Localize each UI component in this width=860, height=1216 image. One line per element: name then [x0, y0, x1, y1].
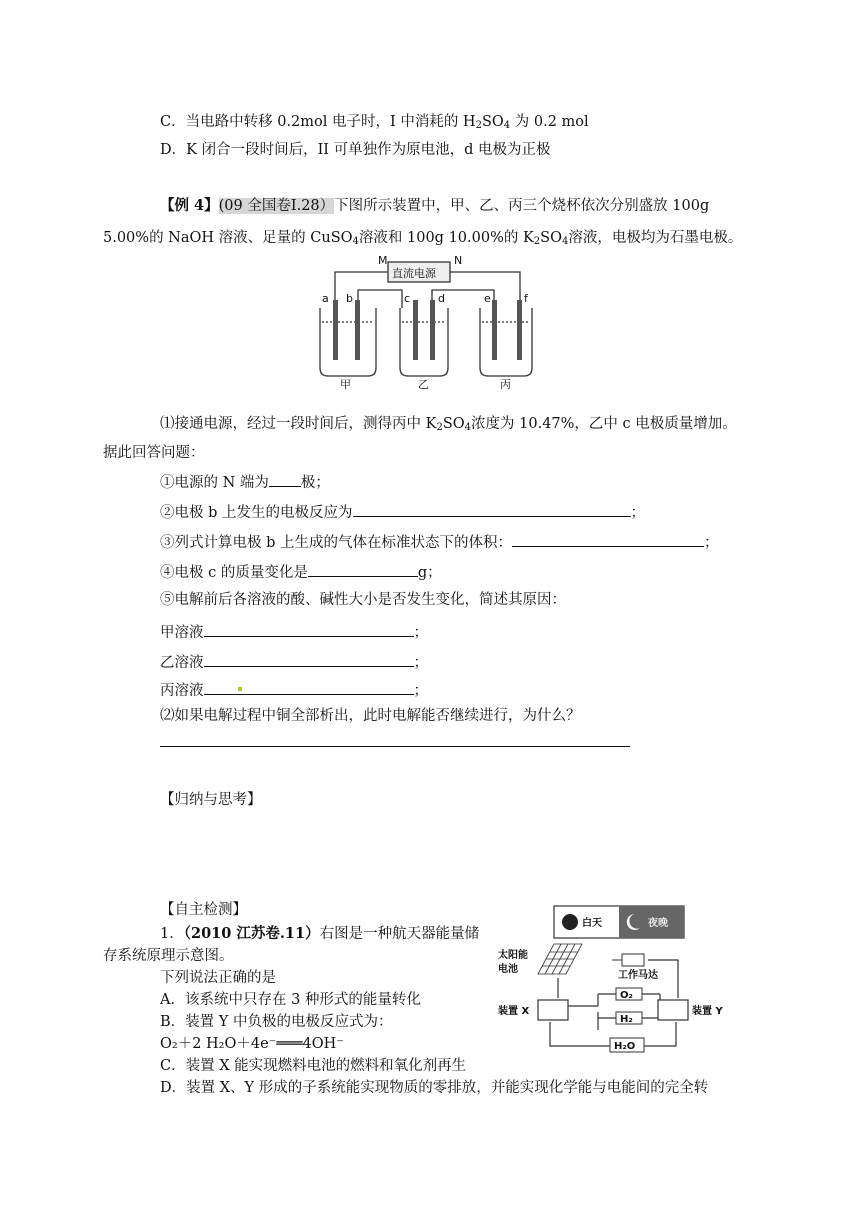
summary-heading: 【归纳与思考】	[160, 792, 262, 808]
device-x	[538, 1000, 568, 1020]
svg-text:工作马达: 工作马达	[618, 970, 658, 981]
svg-text:甲: 甲	[340, 378, 351, 390]
svg-text:c: c	[404, 292, 411, 305]
q1-item2: ②电极 b 上发生的电极反应为 ；	[160, 500, 645, 523]
yi-solution: 乙溶液 ；	[160, 650, 428, 673]
svg-text:N: N	[454, 254, 463, 267]
answer-blank-1[interactable]	[269, 470, 301, 487]
svg-text:e: e	[484, 292, 491, 305]
answer-blank-4[interactable]	[308, 560, 418, 577]
device-y	[658, 1000, 688, 1020]
svg-text:装置 Y: 装置 Y	[692, 1006, 723, 1017]
sun-icon	[562, 914, 578, 930]
sc-option-a: A．该系统中只存在 3 种形式的能量转化	[160, 992, 421, 1008]
sc-q1-line2: 存系统原理示意图。	[103, 948, 234, 964]
svg-text:太阳能: 太阳能	[498, 950, 528, 961]
svg-text:H₂: H₂	[620, 1014, 633, 1025]
svg-text:f: f	[524, 292, 528, 305]
bing-solution: 丙溶液 ；	[160, 678, 428, 701]
svg-text:丙: 丙	[500, 378, 511, 390]
sc-option-c: C．装置 X 能实现燃料电池的燃料和氧化剂再生	[160, 1058, 467, 1074]
svg-text:乙: 乙	[418, 378, 429, 390]
answer-blank-2[interactable]	[353, 500, 631, 517]
answer-blank-3[interactable]	[512, 530, 704, 547]
motor-icon	[622, 954, 644, 966]
q1-item5: ⑤电解前后各溶液的酸、碱性大小是否发生变化，简述其原因：	[160, 592, 566, 608]
q1-item3: ③列式计算电极 b 上生成的气体在标准状态下的体积： ；	[160, 530, 719, 553]
q2-answer-line[interactable]	[160, 746, 630, 747]
option-c: C．当电路中转移 0.2mol 电子时，I 中消耗的 $H_2SO_4$ 为 0.2 mol	[160, 114, 589, 131]
sc-equation: O₂＋2 H₂O＋4e⁻═══4OH⁻	[160, 1036, 344, 1052]
svg-text:H₂O: H₂O	[614, 1041, 636, 1052]
example4-line2: 5.00%的 NaOH 溶液、足量的 CuSO$_4$溶液和 100g 10.00%的 $K_2SO_4$溶液，电极均为石墨电极。	[103, 230, 743, 247]
answer-blank-yi[interactable]	[204, 650, 414, 667]
svg-text:b: b	[346, 292, 353, 305]
svg-text:M: M	[378, 254, 388, 267]
svg-text:装置 X: 装置 X	[498, 1006, 530, 1017]
solar-panel-icon	[538, 944, 582, 974]
beaker-bing	[480, 308, 532, 376]
beaker-yi	[400, 308, 448, 376]
example4-source: (09 全国卷Ⅰ.28）	[218, 198, 335, 214]
q1-item4: ④电极 c 的质量变化是 g；	[160, 560, 442, 583]
sc-option-b: B．装置 Y 中负极的电极反应式为：	[160, 1014, 393, 1030]
svg-text:O₂: O₂	[620, 990, 633, 1001]
jia-solution: 甲溶液 ；	[160, 620, 428, 643]
answer-blank-bing[interactable]	[204, 678, 414, 695]
power-label: 直流电源	[392, 267, 436, 280]
q1-line2: 据此回答问题：	[103, 445, 205, 461]
q2-text: ⑵如果电解过程中铜全部析出，此时电解能否继续进行，为什么？	[160, 708, 581, 724]
svg-text:白天: 白天	[582, 918, 602, 929]
svg-text:夜晚: 夜晚	[648, 918, 668, 929]
mark-dot	[238, 687, 242, 691]
electrolysis-diagram	[308, 250, 558, 390]
sc-prompt: 下列说法正确的是	[160, 970, 276, 986]
q1-line1: ⑴接通电源，经过一段时间后，测得丙中 $K_2SO_4$浓度为 10.47%，乙中 c 电极质量增加。	[160, 416, 737, 433]
energy-storage-diagram	[498, 902, 742, 1062]
beaker-jia	[320, 308, 376, 376]
option-d: D．K 闭合一段时间后，II 可单独作为原电池，d 电极为正极	[160, 142, 551, 158]
svg-text:a: a	[322, 292, 329, 305]
q1-item1: ①电源的 N 端为 极；	[160, 470, 330, 493]
svg-text:d: d	[438, 292, 445, 305]
sc-option-d: D．装置 X、Y 形成的子系统能实现物质的零排放，并能实现化学能与电能间的完全转	[160, 1080, 709, 1096]
example4-line1: 【例 4】(09 全国卷Ⅰ.28）下图所示装置中，甲、乙、丙三个烧杯依次分别盛放 100g	[160, 197, 710, 214]
answer-blank-jia[interactable]	[204, 620, 414, 637]
self-check-heading: 【自主检测】	[160, 902, 247, 918]
sc-q1-line1: 1．（2010 江苏卷.11）右图是一种航天器能量储	[160, 925, 480, 942]
svg-text:电池: 电池	[498, 964, 518, 975]
